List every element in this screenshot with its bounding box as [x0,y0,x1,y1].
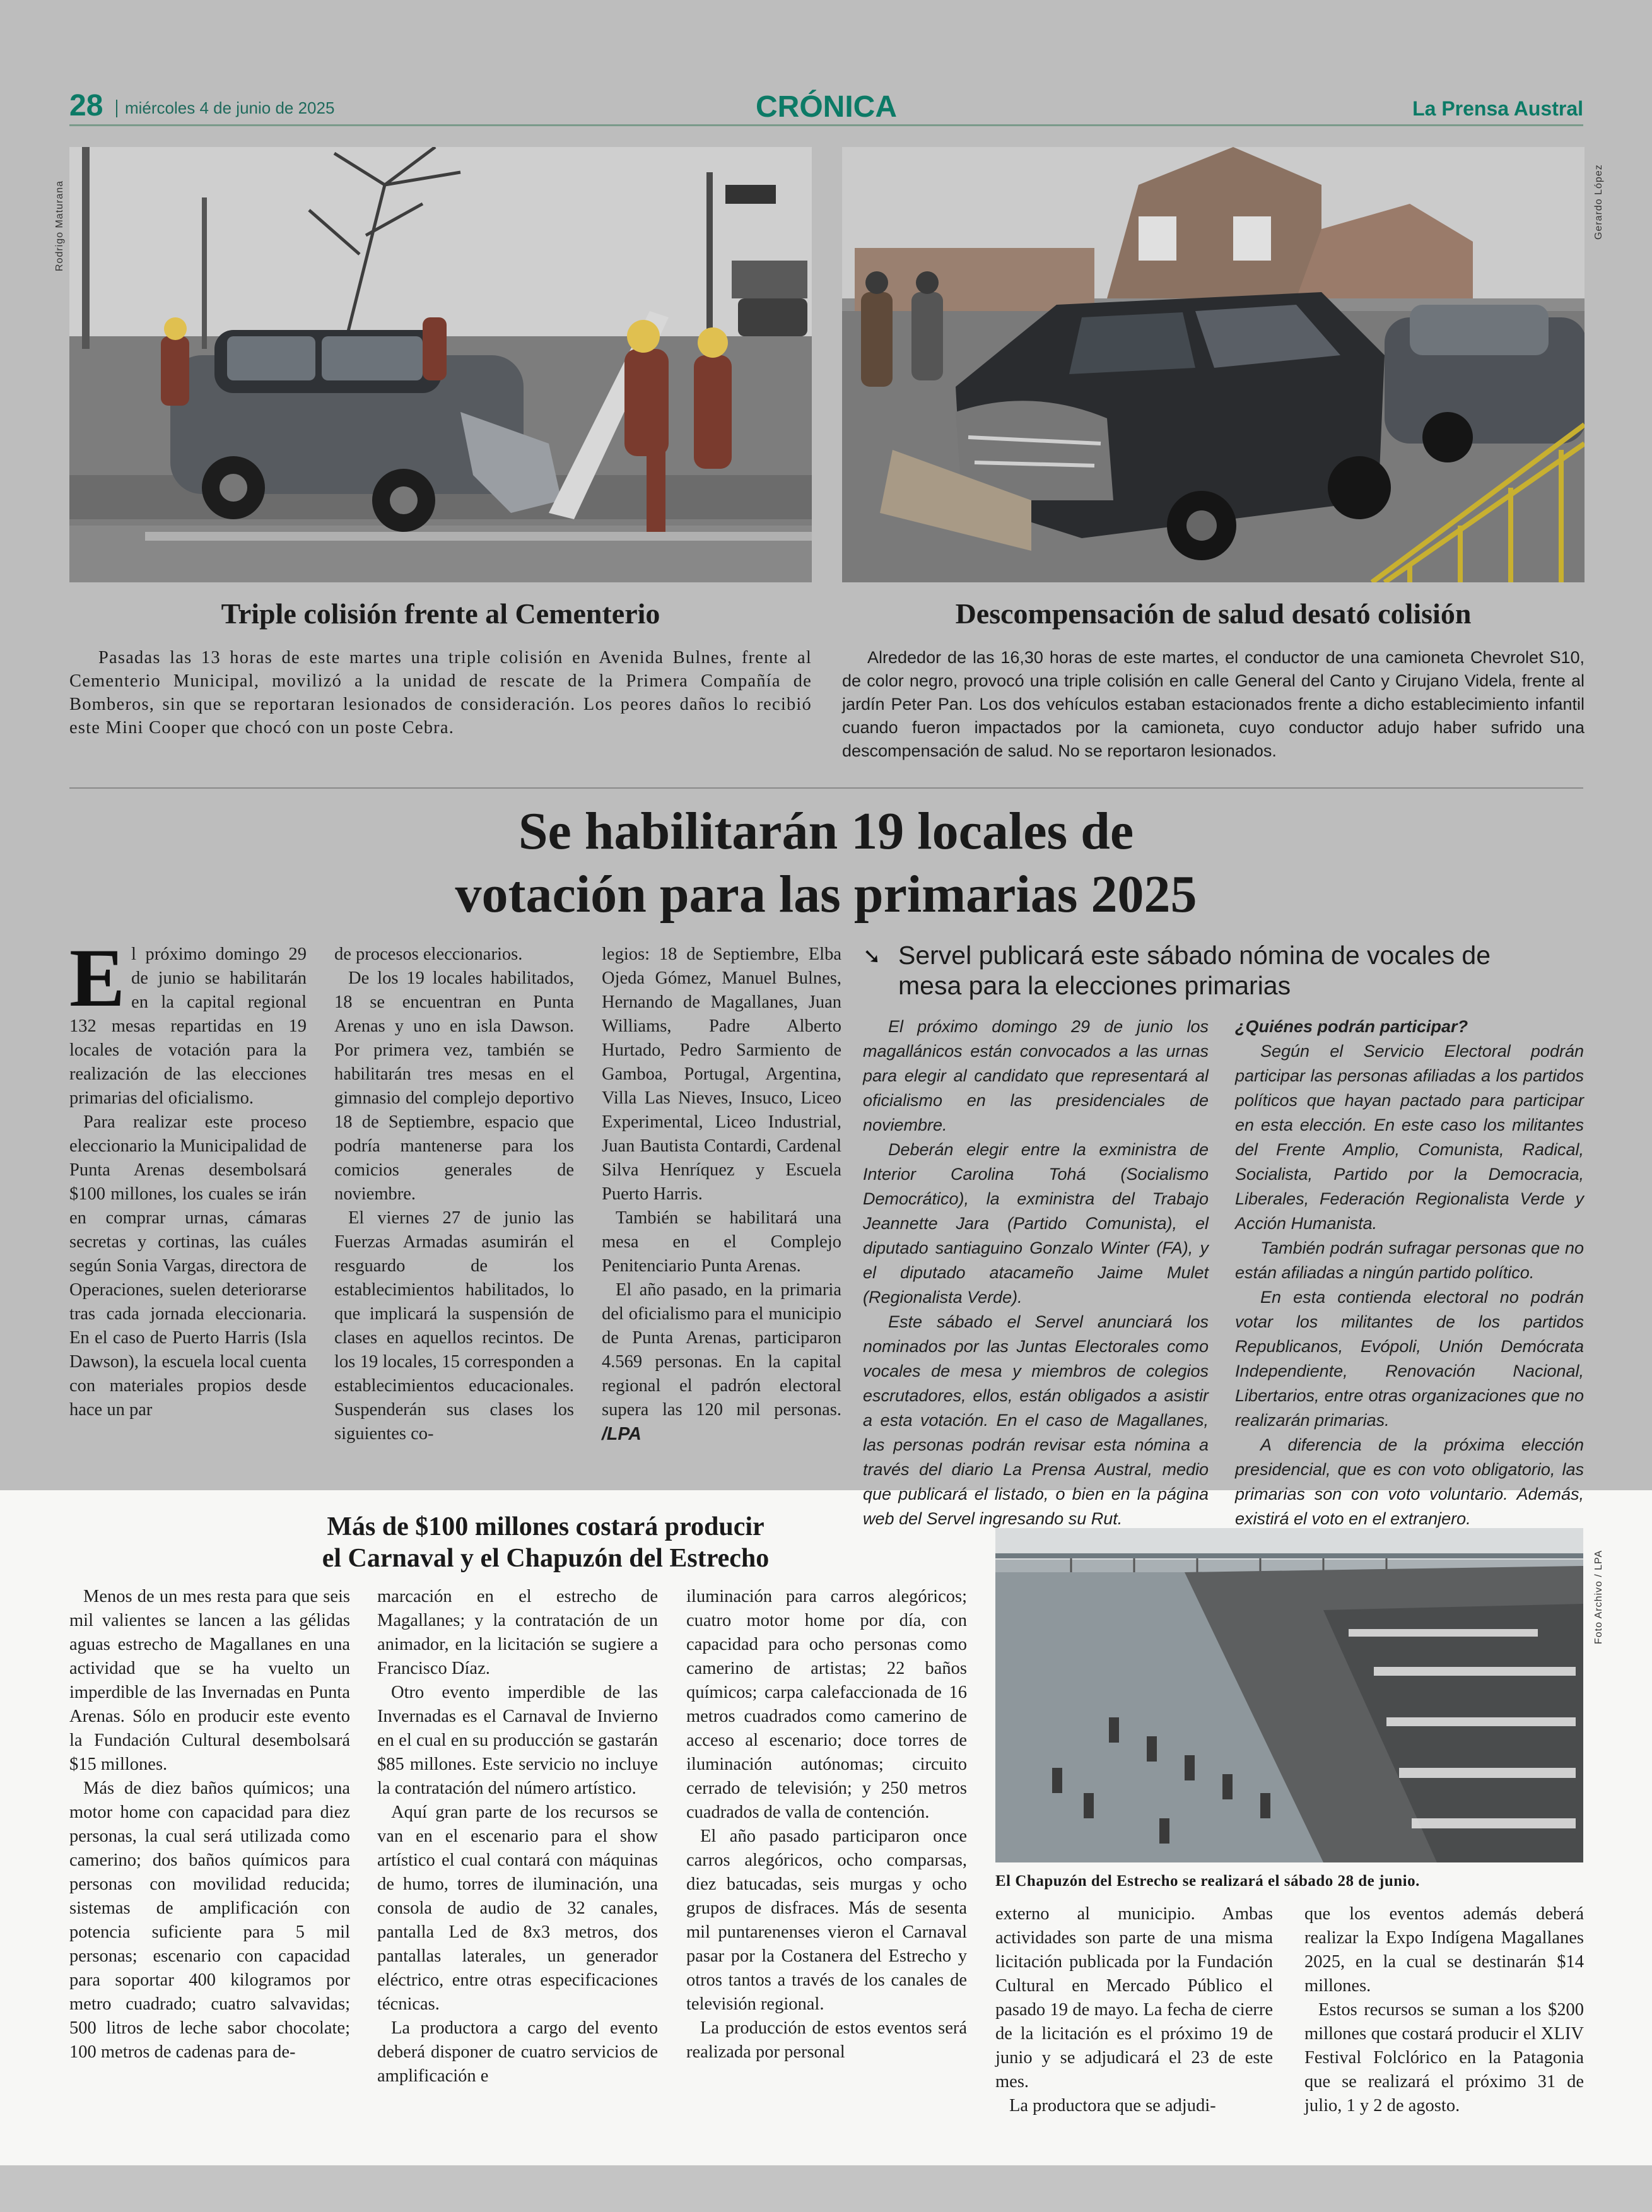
story1-title: Triple colisión frente al Cementerio [221,597,660,630]
photo-credit-2: Gerardo López [1593,164,1604,240]
story3-col4-p1: externo al municipio. Ambas actividades son parte de una misma licitación publicada por la Fundación Cultural en Mercado Público el pasado 19 de mayo. La fecha de cierre de la licitación es el próximo 19 de junio y se adjudicará el 23 de este mes. [995,1904,1273,2091]
sidebar-column-1 [863,1015,1209,1531]
sidebar-title [863,940,1532,1001]
photo-mini-cooper-crash [69,147,812,582]
main-column-3 [602,943,841,1447]
newspaper-name: La Prensa Austral [1412,97,1583,120]
main-col1-p1: l próximo domingo 29 de junio se habilitarán en la capital regional 132 mesas repartidas en 19 locales de votación para la realización de las elecciones primarias del oficialismo. [69,944,307,1108]
main-col2-p2: De los 19 locales habilitados, 18 se encuentran en Punta Arenas y uno en isla Dawson. Por primera vez, también se habilitarán tres mesas en el gimnasio del complejo deportivo 18 de Septiembre, espacio que podría mantenerse para los comicios generales de noviembre. [334,968,574,1204]
sidebar-col1-p2: Deberán elegir entre la exministra de Interior Carolina Tohá (Socialismo Democrático), la exministra del Trabajo Jeannette Jara (Partido Comunista), el diputado santiaguino Gonzalo Winter (FA), y el diputado atacameño Jaime Mulet (Regionalista Verde). [863,1140,1209,1307]
story2-text: Alrededor de las 16,30 horas de este martes, el conductor de una camioneta Chevrolet S10, de color negro, provocó una triple colisión en calle General del Canto y Cirujano Videla, frente al jardín Peter Pan. Los dos vehículos estaban estacionados frente a dicho establecimiento infantil cuando fueron impactados por la camioneta, cuyo conductor adujo haber sufrido una descompensación de salud. No se reportaron lesionados. [842,648,1585,760]
story3-col5-p1: que los eventos además deberá realizar la Expo Indígena Magallanes 2025, en la cual se destinarán $14 millones. [1304,1904,1584,1996]
sidebar-subhead: ¿Quiénes podrán participar? [1235,1017,1468,1036]
main-headline [126,800,1526,926]
story3-title-line1: Más de $100 millones costará producir [327,1512,764,1541]
story2-title: Descompensación de salud desató colisión [955,597,1472,630]
sidebar-col2-p1: Según el Servicio Electoral podrán participar las personas afiliadas a los partidos políticos que hayan pactado para participar en esta elección. En este caso los militantes del Frente Amplio, Comunista, Radical, Socialista, Partido por la Democracia, Liberales, Federación Regionalista Verde y Acción Humanista. [1235,1042,1584,1233]
main-headline-line1: Se habilitarán 19 locales de [518,802,1134,861]
story3-column-1 [69,1585,350,2064]
sidebar-title-text: Servel publicará este sábado nómina de vocales de mesa para la elecciones primarias [898,941,1491,1000]
photo-credit-1: Rodrigo Maturana [54,180,65,271]
main-col3-p2: También se habilitará una mesa en el Complejo Penitenciario Punta Arenas. [602,1208,841,1276]
story3-col3-p2: El año pasado participaron once carros alegóricos, ocho comparsas, diez batucadas, seis murgas y ocho grupos de disfraces. Más de sesenta mil puntarenenses vieron el Carnaval pasar por la Costanera del Estrecho y otros tantos a través de los canales de televisión regional. [686,1827,967,2014]
sidebar-col2-p2: También podrán sufragar personas que no están afiliadas a ningún partido político. [1235,1238,1584,1282]
story3-col5-p2: Estos recursos se suman a los $200 millones que costará producir el XLIV Festival Folclórico en la Patagonia que se realizará el próximo 31 de julio, 1 y 2 de agosto. [1304,2000,1584,2115]
story3-col2-p2: Otro evento imperdible de las Invernadas es el Carnaval de Invierno en el cual en su producción se gastarán $85 millones. Este servicio no incluye la contratación del número artístico. [377,1683,658,1798]
drop-cap: E [69,931,126,1024]
page-bottom-margin [0,2165,1652,2212]
story3-col1-p2: Más de diez baños químicos; una motor home con capacidad para diez personas, la cual será utilizada como camerino; dos baños químicos para personas con movilidad reducida; sistemas de amplificación con potencia suficiente para 5 mil personas; escenario con capacidad para soportar 400 kilogramos por metro cuadrado; cuatro salvavidas; 500 litros de leche sabor chocolate; 100 metros de cadenas para de- [69,1779,350,2062]
story3-title [189,1511,902,1574]
story1-text: Pasadas las 13 horas de este martes una triple colisión en Avenida Bulnes, frente al Cementerio Municipal, movilizó a la unidad de rescate de la Primera Compañía de Bomberos, sin que se reportaran lesionados de consideración. Los peores daños lo recibió este Mini Cooper que chocó con un poste Cebra. [69,648,812,738]
main-col3-p3: El año pasado, en la primaria del oficialismo para el municipio de Punta Arenas, participaron 4.569 personas. En la capital regional el padrón electoral supera las 120 mil personas. [602,1280,841,1420]
story3-col2-p3: Aquí gran parte de los recursos se van en el escenario para el show artístico el cual contará con máquinas de humo, torres de iluminación, una consola de audio de 32 canales, pantalla Led de 8x3 metros, dos pantallas laterales, un generador eléctrico, entre otras especificaciones técnicas. [377,1803,658,2014]
main-headline-line2: votación para las primarias 2025 [455,865,1197,924]
story3-column-5 [1304,1902,1584,2118]
story3-col4-p2: La productora que se adjudi- [1009,2096,1216,2115]
story3-column-2 [377,1585,658,2088]
sidebar-col1-p3: Este sábado el Servel anunciará los nominados por las Juntas Electorales como vocales de mesa y miembros de colegios escrutadores, ellos, están obligados a asistir a esta votación. En el caso de Magallanes, las personas podrán revisar esta nómina a través del diario La Prensa Austral, medio que publicará el listado, o bien en la página web del Servel ingresando su Rut. [863,1312,1209,1528]
photo-chapuzon-crowd [995,1528,1583,1862]
sidebar-column-2 [1235,1015,1584,1531]
main-col2-p3: El viernes 27 de junio las Fuerzas Armadas asumirán el resguardo de los establecimientos habilitados, lo que implicará la suspensión de clases en aquellos recintos. De los 19 locales, 15 corresponden a establecimientos educacionales. Suspenderán sus clases los siguientes co- [334,1208,574,1444]
page-header [69,88,1583,126]
story3-column-4 [995,1902,1273,2118]
main-col2-p1: de procesos eleccionarios. [334,944,523,964]
story3-title-line2: el Carnaval y el Chapuzón del Estrecho [322,1544,770,1573]
story3-col3-p1: iluminación para carros alegóricos; cuatro motor home por día, con capacidad para ocho personas como camerino de artistas; 22 baños químicos; carpa calefaccionada de 16 metros cuadrados como camerino de acceso al escenario; doce torres de iluminación autónomas; circuito cerrado de televisión; y 250 metros cuadrados de valla de contención. [686,1587,967,1822]
sidebar-col2-p3: En esta contienda electoral no podrán votar los militantes de los partidos Republicanos, Evópoli, Unión Demócrata Independiente, Renovación Nacional, Libertarios, entre otras organizaciones que no realizarán primarias. [1235,1288,1584,1430]
main-column-2 [334,943,574,1446]
story3-col1-p1: Menos de un mes resta para que seis mil valientes se lancen a las gélidas aguas estrecho de Magallanes en una actividad que se ha vuelto un imperdible de las Invernadas en Punta Arenas. Sólo en producir este evento la Fundación Cultural desembolsará $15 millones. [69,1587,350,1774]
article-signature: /LPA [602,1424,641,1444]
story3-col3-p3: La producción de estos eventos será realizada por personal [686,2018,967,2062]
sidebar-col2-p4: A diferencia de la próxima elección presidencial, que es con voto obligatorio, las primarias son con voto voluntario. Además, existirá el voto en el extranjero. [1235,1435,1584,1528]
page-date: miércoles 4 de junio de 2025 [125,98,335,117]
sidebar-col1-p1: El próximo domingo 29 de junio los magallánicos están convocados a las urnas para elegir al candidato que representará al oficialismo en las presidenciales de noviembre. [863,1017,1209,1134]
main-column-1 [69,931,307,1422]
arrow-icon: ➘ [863,944,881,969]
section-divider [69,787,1583,789]
photo-credit-3: Foto Archivo / LPA [1593,1550,1604,1644]
main-col3-p1: legios: 18 de Septiembre, Elba Ojeda Gómez, Manuel Bulnes, Hernando de Magallanes, Juan Williams, Padre Alberto Hurtado, Pedro Sarmiento de Gamboa, Portugal, Argentina, Villa Las Nieves, Insuco, Liceo Experimental, Liceo Industrial, Juan Bautista Contardi, Cardenal Silva Henríquez y Escuela Puerto Harris. [602,944,841,1204]
main-col1-p2: Para realizar este proceso eleccionario la Municipalidad de Punta Arenas desembolsará $100 millones, los cuales se irán en comprar urnas, cámaras secretas y cortinas, las cuáles según Sonia Vargas, directora de Operaciones, suelen deteriorarse tras cada jornada eleccionaria. En el caso de Puerto Harris (Isla Dawson), la escuela local cuenta con materiales propios desde hace un par [69,1112,307,1420]
photo-chevrolet-crash [842,147,1585,582]
section-name: CRÓNICA [756,90,897,124]
story3-col2-p4: La productora a cargo del evento deberá disponer de cuatro servicios de amplificación e [377,2018,658,2086]
page-number: 28 [69,89,103,122]
story3-col2-p1: marcación en el estrecho de Magallanes; y la contratación de un animador, en la licitación se sugiere a Francisco Díaz. [377,1587,658,1678]
story3-column-3 [686,1585,967,2064]
chapuzon-caption: El Chapuzón del Estrecho se realizará el sábado 28 de junio. [995,1873,1420,1890]
